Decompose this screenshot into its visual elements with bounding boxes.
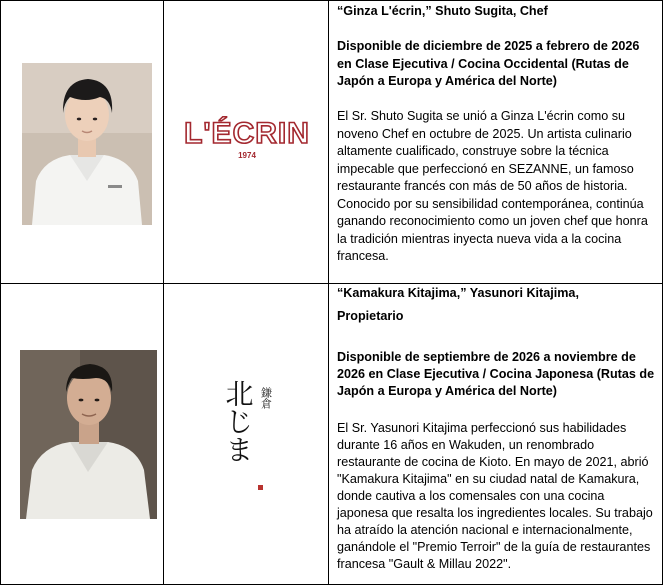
lecrin-logo-year: 1974 xyxy=(238,151,256,160)
chef-header-line1: “Kamakura Kitajima,” Yasunori Kitajima, xyxy=(337,286,579,300)
description-cell xyxy=(329,1,662,283)
chef-photo-shuto-sugita xyxy=(22,63,152,225)
kitajima-logo-small: 鎌倉 xyxy=(259,387,273,409)
photo-cell xyxy=(1,1,164,283)
seal-stamp xyxy=(258,485,263,490)
kitajima-logo xyxy=(216,375,276,495)
chef-photo-yasunori-kitajima xyxy=(20,350,157,519)
logo-cell xyxy=(164,1,329,283)
lecrin-logo xyxy=(172,109,322,169)
table-row xyxy=(0,0,663,284)
chef-bio: El Sr. Shuto Sugita se unió a Ginza L'écrin como su noveno Chef en octubre de 2025. Un artista culinario altamente cualificado, construye sobre la técnica impecable que perfeccionó en SEZANNE, un famoso restaurante francés con más de 50 años de historia. Conocido por su sensibilidad contemporánea, continúa ganando reconocimiento como un joven chef que honra la tradición mientras inyecta nueva vida a la cocina francesa. xyxy=(337,109,648,263)
kitajima-logo-main: 北じま xyxy=(221,379,255,463)
chef-header-line2: Propietario xyxy=(337,309,404,323)
chef-description xyxy=(337,285,656,573)
chef-header: “Ginza L'écrin,” Shuto Sugita, Chef xyxy=(337,4,548,18)
availability-text: Disponible de septiembre de 2026 a noviembre de 2026 en Clase Ejecutiva / Cocina Japonesa (Rutas de Japón a Europa y América del Norte) xyxy=(337,350,655,398)
chef-description xyxy=(337,3,656,266)
description-cell xyxy=(329,283,662,584)
logo-cell xyxy=(164,283,329,584)
chef-bio: El Sr. Yasunori Kitajima perfeccionó sus habilidades durante 16 años en Wakuden, un renombrado restaurante de cocina de Kioto. En mayo de 2021, abrió "Kamakura Kitajima" en su ciudad natal de Kamakura, donde cautiva a los comensales con una cocina japonesa que resalta los ingredientes locales. Su trabajo ha atraído la atención nacional e internacionalmente, ganándole el "Premio Terroir" de la guía de restaurantes francesa "Gault & Millau 2022". xyxy=(337,421,653,571)
availability-text: Disponible de diciembre de 2025 a febrero de 2026 en Clase Ejecutiva / Cocina Occidental (Rutas de Japón a Europa y América del Norte) xyxy=(337,39,640,88)
table-row xyxy=(0,283,663,585)
photo-cell xyxy=(1,283,164,584)
lecrin-logo-text: L'ÉCRIN xyxy=(184,117,310,150)
